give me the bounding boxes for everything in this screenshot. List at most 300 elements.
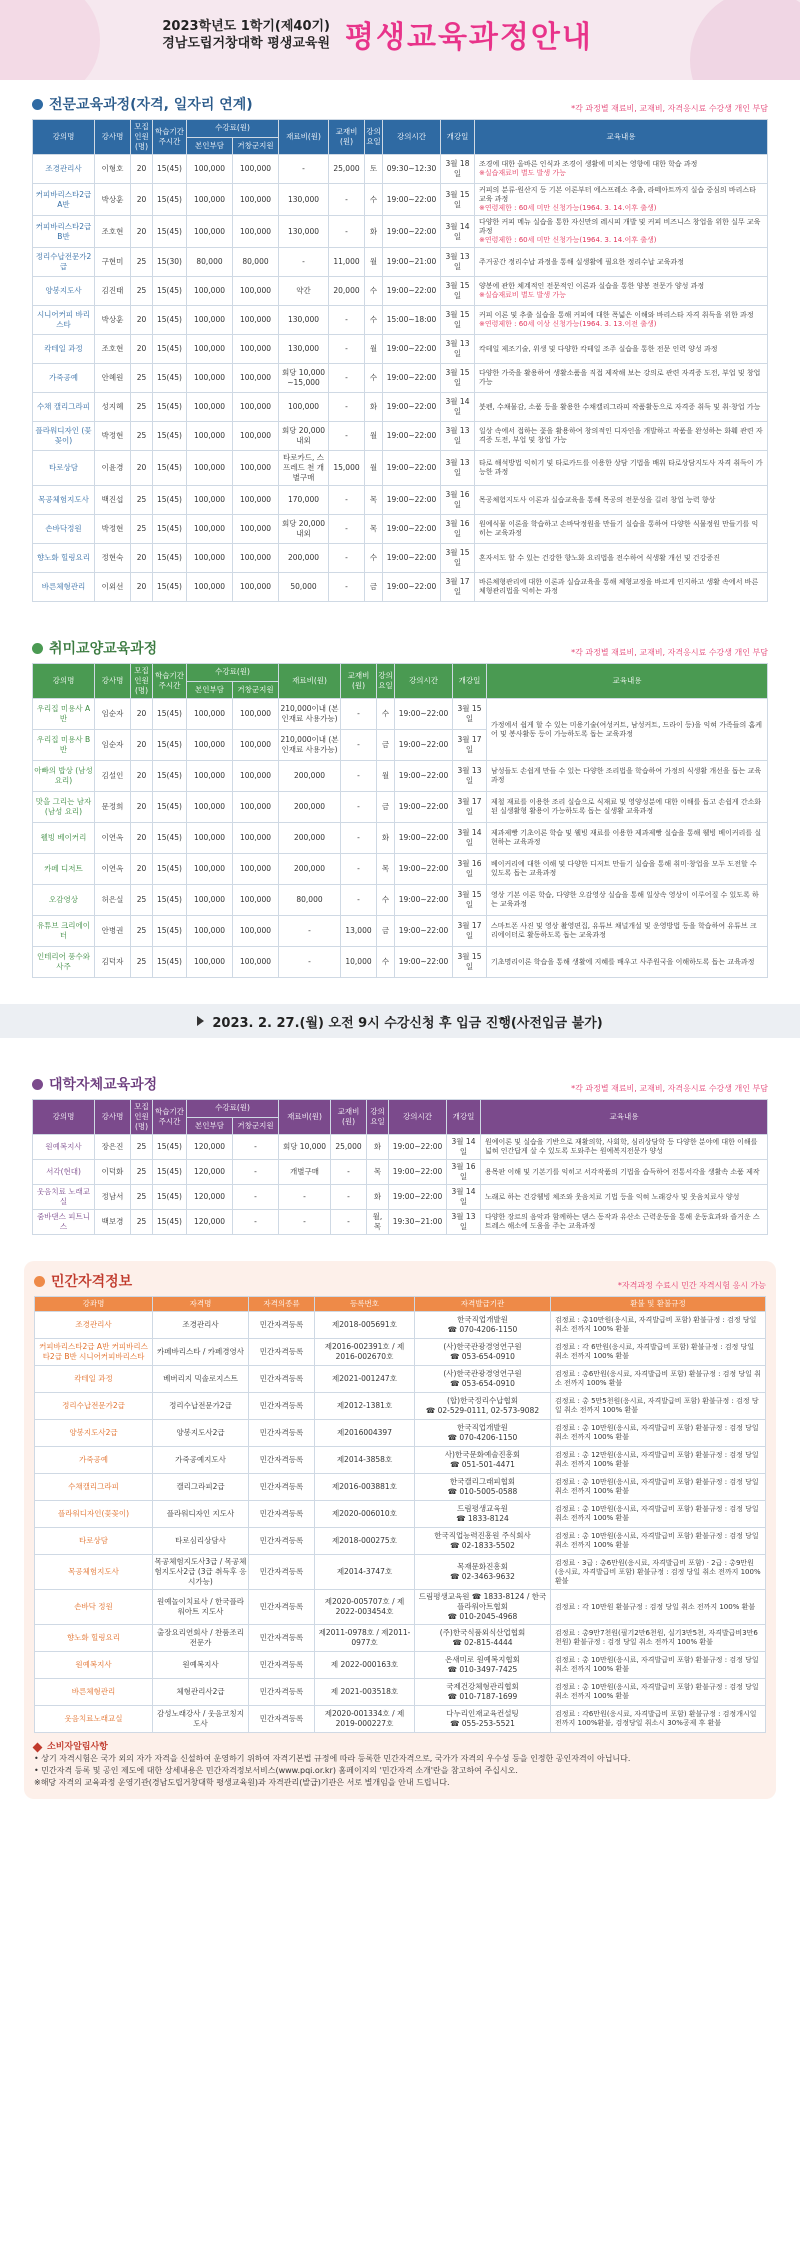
cell-mat: - (279, 916, 341, 947)
cell-name: 맛을 그리는 남자 (남성 요리) (33, 792, 95, 823)
table-row (33, 761, 768, 792)
table-row (33, 1160, 768, 1185)
cell-cap: 20 (131, 699, 153, 730)
org-tel: ☎ 055-253-5521 (450, 1719, 515, 1728)
cell-district: - (233, 1185, 279, 1210)
cell-desc (475, 184, 768, 216)
cell-start: 3월 17일 (453, 916, 487, 947)
desc-note: ※연령제한 : 60세 미만 신청가능(1964. 3. 14.이후 출생) (479, 236, 657, 244)
org-tel: ☎ 010-2045-4968 (447, 1612, 518, 1621)
cell-teacher: 박상훈 (95, 306, 131, 335)
cell-cap: 20 (131, 730, 153, 761)
cell-self: 100,000 (187, 792, 233, 823)
org-name: 다누리인재교육컨설팅 (446, 1709, 519, 1718)
org-tel: ☎ 010-7187-1699 (447, 1692, 518, 1701)
cell-type: 민간자격등록 (249, 1420, 315, 1447)
cell-teacher: 박정현 (95, 422, 131, 451)
cell-org (415, 1339, 551, 1366)
cell-mat: 200,000 (279, 544, 329, 573)
cell-district: 100,000 (233, 184, 279, 216)
cell-name: 바른체형관리 (33, 573, 95, 602)
cell-time: 19:00~22:00 (383, 573, 441, 602)
org-tel: ☎ 010-5005-0588 (447, 1487, 518, 1496)
cell-reg: 제2014-3858호 (315, 1447, 415, 1474)
cell-reg: 제2012-1381호 (315, 1393, 415, 1420)
cell-book: - (341, 792, 377, 823)
cell-teacher: 백보경 (95, 1210, 131, 1235)
col-fee: 수강료(원) (187, 664, 279, 682)
cell-mat: 200,000 (279, 761, 341, 792)
cell-period: 15(45) (153, 730, 187, 761)
cell-course: 가죽공예 (35, 1447, 153, 1474)
cell-qual: 출장요리연회사 / 찬품조리전문가 (153, 1625, 249, 1652)
cell-cap: 20 (131, 155, 153, 184)
cell-type: 민간자격등록 (249, 1652, 315, 1679)
cell-mat: 회당 10,000 ~15,000 (279, 364, 329, 393)
cell-self: 100,000 (187, 761, 233, 792)
cell-period: 15(45) (153, 515, 187, 544)
cell-self: 100,000 (187, 730, 233, 761)
cell-time: 19:00~22:00 (383, 393, 441, 422)
cell-mat: 개별구매 (279, 1160, 331, 1185)
cell-time: 19:00~22:00 (395, 916, 453, 947)
cell-period: 15(45) (153, 306, 187, 335)
cell-course: 칵테일 과정 (35, 1366, 153, 1393)
cell-cap: 20 (131, 184, 153, 216)
cell-district: 100,000 (233, 515, 279, 544)
org-name: (사)한국관광경영연구원 (443, 1369, 522, 1378)
cell-district: 100,000 (233, 761, 279, 792)
cell-teacher: 김덕자 (95, 947, 131, 978)
cell-qual: 목공체험지도사3급 / 목공체험지도사2급 (3급 취득후 응시가능) (153, 1555, 249, 1590)
cell-course: 바른체형관리 (35, 1679, 153, 1706)
cell-type: 민간자격등록 (249, 1447, 315, 1474)
cell-start: 3월 14일 (441, 216, 475, 248)
cell-self: 100,000 (187, 823, 233, 854)
cell-teacher: 정남서 (95, 1185, 131, 1210)
cell-reg: 제2020-005707호 / 제2022-003454호 (315, 1590, 415, 1625)
cell-self: 100,000 (187, 486, 233, 515)
cell-desc (475, 422, 768, 451)
cell-time: 09:30~12:30 (383, 155, 441, 184)
cell-reg: 제2018-005691호 (315, 1312, 415, 1339)
table-row (35, 1625, 766, 1652)
triangle-right-icon (197, 1016, 204, 1026)
cell-time: 19:00~22:00 (395, 854, 453, 885)
cell-mat: 약간 (279, 277, 329, 306)
cell-course: 양봉지도사2급 (35, 1420, 153, 1447)
cell-mat: - (279, 155, 329, 184)
cell-desc (487, 916, 768, 947)
cell-period: 15(45) (153, 216, 187, 248)
table-row (33, 854, 768, 885)
cell-district: 80,000 (233, 248, 279, 277)
cell-org (415, 1393, 551, 1420)
cell-org (415, 1679, 551, 1706)
col-time: 강의시간 (389, 1100, 447, 1135)
desc-text: 제철 재료를 이용한 조리 실습으로 식재료 및 영양성분에 대한 이해를 돕고 손쉽게 간소화된 실생활형 활용이 가능하도록 돕는 실생활 교육과정 (491, 798, 762, 815)
cell-type: 민간자격등록 (249, 1679, 315, 1706)
bullet-icon (32, 99, 43, 110)
cell-name: 우리집 미용사 B반 (33, 730, 95, 761)
col-time: 강의시간 (383, 120, 441, 155)
cell-district: 100,000 (233, 699, 279, 730)
col-time: 강의시간 (395, 664, 453, 699)
cell-start: 3월 18일 (441, 155, 475, 184)
cell-desc (487, 885, 768, 916)
cell-desc (481, 1135, 768, 1160)
org-tel: ☎ 010-3497-7425 (447, 1665, 518, 1674)
cell-teacher: 김진태 (95, 277, 131, 306)
cell-desc (475, 486, 768, 515)
cell-org (415, 1312, 551, 1339)
cell-cap: 20 (131, 823, 153, 854)
cell-day: 화 (365, 216, 383, 248)
cell-desc (475, 451, 768, 486)
cell-course: 목공체험지도사 (35, 1555, 153, 1590)
cell-day: 금 (365, 573, 383, 602)
cell-district: - (233, 1160, 279, 1185)
table-row (33, 699, 768, 730)
banner-text: 2023. 2. 27.(월) 오전 9시 수강신청 후 입금 진행(사전입금 불가) (212, 1015, 603, 1031)
cell-day: 월 (377, 761, 395, 792)
cell-mat: 210,000이내 (본인재료 사용가능) (279, 699, 341, 730)
page-title: 평생교육과정안내 (345, 20, 593, 55)
desc-text: 원예식물 이론을 학습하고 손바닥정원을 만들기 실습을 통하여 다양한 식물정원 만들기를 익히는 교육과정 (479, 520, 759, 537)
table-row (35, 1339, 766, 1366)
table-row (33, 947, 768, 978)
cell-time: 19:00~22:00 (383, 515, 441, 544)
col-book: 교재비(원) (331, 1100, 367, 1135)
cell-time: 19:00~22:00 (383, 184, 441, 216)
desc-text: 스마트폰 사진 및 영상 촬영편집, 유튜브 채널개설 및 운영방법 등을 학습하여 유튜브 크리에이터로 활동하도록 돕는 교육과정 (491, 922, 757, 939)
col-mat: 재료비(원) (279, 1100, 331, 1135)
cell-district: - (233, 1210, 279, 1235)
cell-name: 가죽공예 (33, 364, 95, 393)
col-content: 교육내용 (481, 1100, 768, 1135)
cell-type: 민간자격등록 (249, 1706, 315, 1733)
cell-qual: 체형관리사2급 (153, 1679, 249, 1706)
desc-text: 원예이론 및 실습을 기반으로 재활의학, 사회학, 심리상담학 등 다양한 분야에 대한 이해를 넓혀 인간답게 살 수 있도록 도와주는 원예복지전문가 양성 (485, 1138, 758, 1155)
cell-time: 19:00~21:00 (383, 248, 441, 277)
col-fee: 수강료(원) (187, 120, 279, 138)
cell-type: 민간자격등록 (249, 1625, 315, 1652)
cell-teacher: 문정희 (95, 792, 131, 823)
cell-period: 15(45) (153, 1185, 187, 1210)
cell-book: 15,000 (329, 451, 365, 486)
cell-district: 100,000 (233, 335, 279, 364)
cell-day: 화 (365, 393, 383, 422)
cell-district: 100,000 (233, 916, 279, 947)
cell-cap: 25 (131, 885, 153, 916)
cell-period: 15(45) (153, 573, 187, 602)
cell-org (415, 1652, 551, 1679)
col-day: 강의요일 (377, 664, 395, 699)
cell-qual: 카페바리스타 / 카페경영사 (153, 1339, 249, 1366)
desc-note: ※실습재료비 별도 발생 가능 (479, 169, 566, 177)
org-name: 한국직업개발원 (457, 1315, 508, 1324)
org-tel: ☎ 1833-8124 (456, 1514, 509, 1523)
col-mat: 재료비(원) (279, 120, 329, 155)
desc-text: 베이커리에 대한 이해 및 다양한 디저트 만들기 실습을 통해 취미·창업을 모두 도전할 수 있도록 돕는 교육과정 (491, 860, 757, 877)
cell-self: 120,000 (187, 1160, 233, 1185)
org-tel: ☎ 02-815-4444 (452, 1638, 513, 1647)
cell-day: 월 (365, 248, 383, 277)
cell-period: 15(45) (153, 364, 187, 393)
cell-reg: 제2018-000275호 (315, 1528, 415, 1555)
cell-cap: 25 (131, 364, 153, 393)
cell-day: 수 (365, 364, 383, 393)
desc-note: ※연령제한 : 60세 미만 신청가능(1964. 3. 14.이후 출생) (479, 204, 657, 212)
cell-time: 19:00~22:00 (389, 1160, 447, 1185)
cell-book: - (329, 486, 365, 515)
cell-name: 웃음치료 노래교실 (33, 1185, 95, 1210)
table-row (35, 1555, 766, 1590)
cell-start: 3월 14일 (447, 1135, 481, 1160)
desc-text: 기초명리이론 학습을 통해 생활에 지혜를 배우고 사주원국을 이해하도록 돕는 교육과정 (491, 957, 755, 966)
cell-teacher: 이외선 (95, 573, 131, 602)
col-self: 본인부담 (187, 1117, 233, 1135)
cell-start: 3월 17일 (453, 730, 487, 761)
cell-book: - (329, 364, 365, 393)
cell-type: 민간자격등록 (249, 1590, 315, 1625)
cell-name: 커피바리스타2급 B반 (33, 216, 95, 248)
cell-book: - (329, 335, 365, 364)
pro-section (0, 80, 800, 602)
cell-book: 13,000 (341, 916, 377, 947)
cell-name: 오감영상 (33, 885, 95, 916)
cell-self: 100,000 (187, 854, 233, 885)
pro-title (32, 94, 253, 114)
cell-name: 정리수납전문가2급 (33, 248, 95, 277)
cell-period: 15(45) (153, 761, 187, 792)
cell-book: 20,000 (329, 277, 365, 306)
cell-name: 목공체험지도사 (33, 486, 95, 515)
cell-district: 100,000 (233, 364, 279, 393)
univ-title-text: 대학자체교육과정 (49, 1077, 158, 1093)
cell-refund: 검정료 : 총 12만원(응시료, 자격발급비 포함) 환불규정 : 검정 당일 취소 전까지 100% 환불 (551, 1447, 766, 1474)
cell-cap: 25 (131, 1210, 153, 1235)
desc-text: 남성들도 손쉽게 만들 수 있는 다양한 조리법을 학습하여 가정의 식생활 개선을 돕는 교육과정 (491, 767, 762, 784)
pro-table (32, 119, 768, 602)
org-tel: ☎ 053-654-0910 (450, 1379, 515, 1388)
cell-cap: 20 (131, 216, 153, 248)
cell-teacher: 이연옥 (95, 823, 131, 854)
cell-name: 향노화 힐링요리 (33, 544, 95, 573)
cell-name: 양봉지도사 (33, 277, 95, 306)
registration-banner (0, 1004, 800, 1038)
cell-reg: 제2020-006010호 (315, 1501, 415, 1528)
cell-self: 100,000 (187, 515, 233, 544)
cell-desc (487, 947, 768, 978)
cell-mat: 200,000 (279, 792, 341, 823)
col-org: 자격발급기관 (415, 1297, 551, 1312)
cell-mat: 130,000 (279, 306, 329, 335)
cell-district: 100,000 (233, 854, 279, 885)
table-row (33, 277, 768, 306)
cell-teacher: 안병권 (95, 916, 131, 947)
cell-teacher: 정현숙 (95, 544, 131, 573)
cell-period: 15(45) (153, 277, 187, 306)
cell-mat: - (279, 248, 329, 277)
cell-district: 100,000 (233, 451, 279, 486)
cell-book: - (341, 823, 377, 854)
table-row (35, 1447, 766, 1474)
cell-book: - (329, 393, 365, 422)
cell-start: 3월 13일 (453, 761, 487, 792)
cell-course: 조경관리사 (35, 1312, 153, 1339)
desc-text: 혼자서도 할 수 있는 건강한 향노화 요리법을 전수하여 식생활 개선 및 건강증진 (479, 553, 720, 562)
col-cap: 모집인원(명) (131, 664, 153, 699)
cell-name: 타로상담 (33, 451, 95, 486)
cell-book: - (341, 761, 377, 792)
org-tel: ☎ 053-654-0910 (450, 1352, 515, 1361)
cell-day: 화 (377, 823, 395, 854)
cell-org (415, 1555, 551, 1590)
cell-book: 11,000 (329, 248, 365, 277)
cell-start: 3월 16일 (441, 515, 475, 544)
priv-section (24, 1261, 776, 1799)
univ-title (32, 1074, 157, 1094)
cell-self: 80,000 (187, 248, 233, 277)
cell-period: 15(45) (153, 1160, 187, 1185)
cell-book: - (329, 573, 365, 602)
cell-start: 3월 15일 (441, 184, 475, 216)
cell-book: - (329, 184, 365, 216)
cell-day: 토 (365, 155, 383, 184)
cell-qual: 감성노래강사 / 웃음코칭지도사 (153, 1706, 249, 1733)
cell-book: - (331, 1210, 367, 1235)
cell-desc (487, 761, 768, 792)
cell-period: 15(45) (153, 335, 187, 364)
decor-circle (0, 0, 100, 80)
table-row (33, 393, 768, 422)
cell-cap: 20 (131, 792, 153, 823)
notice-title (34, 1741, 766, 1753)
cell-mat: 200,000 (279, 854, 341, 885)
diamond-icon (33, 1742, 43, 1752)
cell-day: 월, 목 (367, 1210, 389, 1235)
cell-self: 100,000 (187, 422, 233, 451)
cell-type: 민간자격등록 (249, 1555, 315, 1590)
cell-day: 수 (365, 277, 383, 306)
cell-district: 100,000 (233, 885, 279, 916)
cell-start: 3월 15일 (453, 699, 487, 730)
cell-district: 100,000 (233, 306, 279, 335)
cell-book: 10,000 (341, 947, 377, 978)
cell-cap: 20 (131, 544, 153, 573)
cell-cap: 25 (131, 1160, 153, 1185)
cell-cap: 20 (131, 451, 153, 486)
cell-desc (475, 306, 768, 335)
cell-period: 15(45) (153, 486, 187, 515)
cell-self: 100,000 (187, 916, 233, 947)
table-row (35, 1590, 766, 1625)
table-row (33, 248, 768, 277)
org-name: 드림평생교육원 ☎ 1833-8124 / 한국플라워아트협회 (418, 1592, 547, 1611)
cell-cap: 25 (131, 1185, 153, 1210)
cell-cap: 25 (131, 486, 153, 515)
cell-type: 민간자격등록 (249, 1393, 315, 1420)
cell-day: 월 (365, 451, 383, 486)
cell-start: 3월 17일 (453, 792, 487, 823)
cell-cap: 20 (131, 335, 153, 364)
cell-desc (487, 854, 768, 885)
cell-course: 수채캘리그라피 (35, 1474, 153, 1501)
cell-book: - (341, 730, 377, 761)
table-row (33, 422, 768, 451)
cell-book: 25,000 (331, 1135, 367, 1160)
col-self: 본인부담 (187, 137, 233, 155)
cell-org (415, 1366, 551, 1393)
table-row (33, 792, 768, 823)
desc-text: 양봉에 관한 체계적인 전문적인 이론과 실습을 통한 양봉 전문가 양성 과정 (479, 282, 705, 290)
cell-desc (487, 699, 768, 761)
cell-day: 목 (377, 854, 395, 885)
cell-qual: 캘리그라피2급 (153, 1474, 249, 1501)
table-row (33, 364, 768, 393)
cell-time: 19:00~22:00 (383, 451, 441, 486)
table-row (33, 306, 768, 335)
cell-org (415, 1501, 551, 1528)
notice-line: • 민간자격 등록 및 공인 제도에 대한 상세내용은 민간자격정보서비스(www.pqi.or.kr) 홈페이지의 '민간자격 소개'란을 참고하여 주십시오. (34, 1766, 518, 1775)
cell-name: 서각(현대) (33, 1160, 95, 1185)
priv-title-text: 민간자격정보 (51, 1274, 133, 1290)
cell-period: 15(45) (153, 947, 187, 978)
cell-book: - (341, 699, 377, 730)
col-mat: 재료비(원) (279, 664, 341, 699)
cell-refund: 검정료 : 각 6만원(응시료, 자격발급비 포함) 환불규정 : 검정 당일 취소 전까지 100% 환불 (551, 1339, 766, 1366)
cell-district: 100,000 (233, 277, 279, 306)
cell-day: 수 (365, 184, 383, 216)
cell-cap: 25 (131, 422, 153, 451)
header-subtitle (150, 18, 330, 52)
cell-period: 15(45) (153, 854, 187, 885)
cell-time: 19:30~21:00 (389, 1210, 447, 1235)
cell-district: 100,000 (233, 730, 279, 761)
desc-text: 칵테일 제조기술, 위생 및 다양한 칵테일 조주 실습을 통한 전문 인력 양성 과정 (479, 344, 718, 353)
cell-time: 19:00~22:00 (395, 947, 453, 978)
cell-day: 목 (367, 1160, 389, 1185)
cell-start: 3월 15일 (441, 277, 475, 306)
cell-teacher: 박정현 (95, 515, 131, 544)
cell-time: 19:00~22:00 (383, 544, 441, 573)
cell-desc (475, 248, 768, 277)
cell-period: 15(45) (153, 544, 187, 573)
col-reg: 등록번호 (315, 1297, 415, 1312)
cell-time: 19:00~22:00 (395, 823, 453, 854)
cell-cap: 25 (131, 1135, 153, 1160)
cell-mat: 130,000 (279, 184, 329, 216)
desc-text: 다양한 장르의 음악과 함께하는 댄스 동작과 유산소 근력운동을 통해 운동효과와 즐거운 스트레스 해소에 도움을 주는 교육과정 (485, 1213, 760, 1230)
cell-mat: 타로카드, 스프레드 천 개별구매 (279, 451, 329, 486)
cell-start: 3월 14일 (447, 1185, 481, 1210)
cell-time: 19:00~22:00 (383, 422, 441, 451)
col-book: 교재비(원) (329, 120, 365, 155)
cell-period: 15(45) (153, 916, 187, 947)
cell-self: 100,000 (187, 306, 233, 335)
cell-mat: 80,000 (279, 885, 341, 916)
cell-start: 3월 14일 (441, 393, 475, 422)
col-cap: 모집인원(명) (131, 1100, 153, 1135)
cell-period: 15(45) (153, 422, 187, 451)
table-row (33, 184, 768, 216)
col-refund: 환불 및 환불규정 (551, 1297, 766, 1312)
cell-course: 손바닥 정원 (35, 1590, 153, 1625)
col-fee: 수강료(원) (187, 1100, 279, 1118)
cell-refund: 검정료 : 각 10만원 환불규정 : 검정 당일 취소 전까지 100% 환불 (551, 1590, 766, 1625)
cell-org (415, 1590, 551, 1625)
